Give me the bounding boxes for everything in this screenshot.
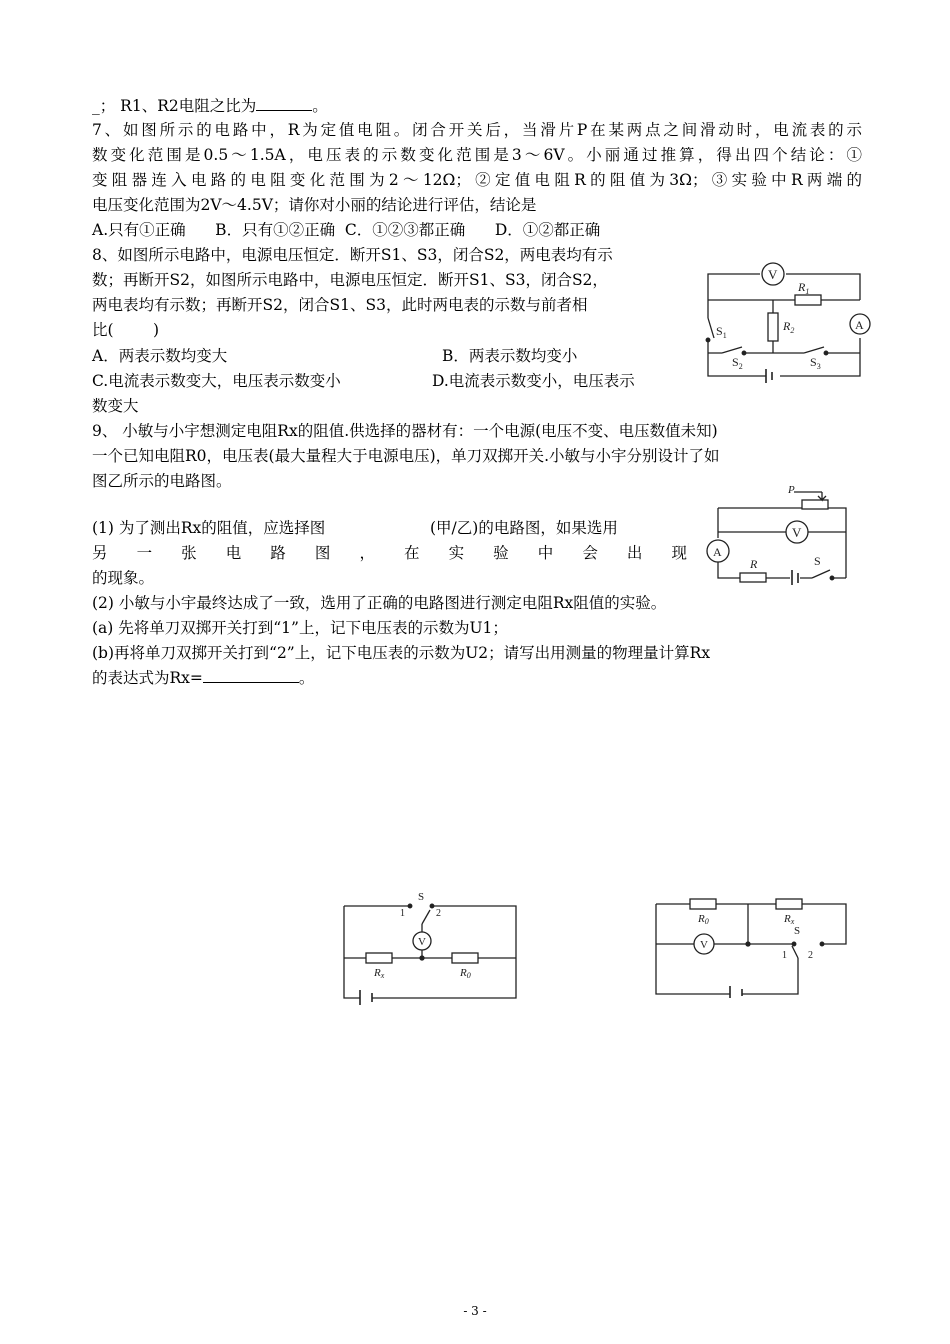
svg-text:2: 2 bbox=[436, 908, 441, 919]
resistor-r0-icon bbox=[690, 899, 716, 909]
q8-line-4: 比( ) bbox=[92, 321, 160, 339]
svg-text:A: A bbox=[713, 545, 722, 559]
svg-text:R: R bbox=[750, 557, 758, 571]
junction-dot bbox=[746, 942, 750, 946]
q7-line-3: 变阻器连入电路的电阻变化范围为2～12Ω；②定值电阻R的阻值为3Ω；③实验中R两端的 bbox=[92, 171, 862, 189]
q8-option-a: A．两表示数均变大 bbox=[92, 347, 228, 365]
q9-part1-a: (1) 为了测出Rx的阻值，应选择图 bbox=[92, 519, 326, 537]
resistor-r2-icon bbox=[768, 313, 778, 341]
switch-contact-2-icon bbox=[430, 904, 434, 908]
battery-icon bbox=[730, 986, 742, 998]
switch-s-icon bbox=[830, 576, 834, 580]
q9-line-2: 一个已知电阻R0，电压表(最大量程大于电源电压)，单刀双掷开关.小敏与小宇分别设计了如 bbox=[92, 447, 720, 465]
q9-expression: 的表达式为Rx= 。 bbox=[92, 666, 314, 690]
q8-line-2: 数；再断开S2，如图所示电路中，电源电压恒定．断开S1、S3，闭合S2， bbox=[92, 271, 608, 289]
wire bbox=[344, 906, 516, 998]
wire bbox=[708, 300, 860, 376]
svg-text:S1: $S_1$ bbox=[716, 324, 727, 340]
q9-part1-b: (甲/乙)的电路图，如果选用 bbox=[430, 519, 618, 537]
svg-text:Rx: Rx bbox=[784, 913, 795, 926]
svg-text:V: V bbox=[768, 267, 778, 282]
switch-s2-icon bbox=[742, 351, 746, 355]
resistor-r0-icon bbox=[452, 953, 478, 963]
q8-line-3: 两电表均有示数；再断开S2，闭合S1、S3，此时两电表的示数与前者相 bbox=[92, 296, 588, 314]
q7-options: A.只有①正确 B．只有①②正确 C．①②③都正确 D．①②都正确 bbox=[92, 221, 601, 239]
q9-part1-d: 的现象。 bbox=[92, 569, 155, 587]
battery-icon bbox=[766, 369, 772, 383]
junction-dot bbox=[420, 956, 424, 960]
resistor-r1-icon bbox=[795, 295, 821, 305]
svg-text:Rx: Rx bbox=[374, 967, 385, 980]
q9-line-1: 9、 小敏与小宇想测定电阻Rx的阻值.供选择的器材有：一个电源(电压不变、电压数值未知) bbox=[92, 422, 718, 440]
resistor-rx-icon bbox=[776, 899, 802, 909]
switch-s-icon bbox=[792, 946, 798, 958]
q9-part1-c: 另一张电路图，在实验中会出现 bbox=[92, 544, 687, 562]
rheostat-icon bbox=[802, 500, 828, 509]
svg-text:V: V bbox=[700, 939, 708, 951]
circuit-figure-q8 bbox=[700, 258, 880, 384]
svg-text:S: S bbox=[794, 925, 801, 937]
circuit-figure-yi bbox=[652, 888, 852, 998]
wire bbox=[656, 904, 801, 994]
svg-text:S2: $S_2$ bbox=[732, 355, 743, 371]
switch-s3-icon bbox=[824, 351, 828, 355]
page-number: - 3 - bbox=[463, 1304, 487, 1318]
q7-line-1: 7、如图所示的电路中，R为定值电阻。闭合开关后，当滑片P在某两点之间滑动时，电流表的示 bbox=[92, 121, 862, 139]
svg-text:R1: $R_1$ bbox=[798, 280, 810, 296]
svg-text:S: S bbox=[418, 891, 425, 903]
svg-text:1: 1 bbox=[400, 908, 405, 919]
circuit-figure-jia bbox=[336, 888, 522, 1006]
q8-option-d-cont: 数变大 bbox=[92, 397, 139, 415]
switch-contact-2-icon bbox=[820, 942, 824, 946]
q9-line-3: 图乙所示的电路图。 bbox=[92, 472, 232, 490]
battery-icon bbox=[360, 990, 372, 1005]
battery-icon bbox=[792, 570, 798, 585]
svg-text:1: 1 bbox=[782, 950, 787, 961]
svg-text:S: S bbox=[814, 554, 821, 568]
switch-s-icon bbox=[422, 910, 430, 924]
svg-text:R2: $R_2$ bbox=[783, 319, 795, 335]
q8-line-1: 8、如图所示电路中，电源电压恒定．断开S1、S3，闭合S2，两电表均有示 bbox=[92, 246, 613, 264]
svg-text:R0: R0 bbox=[698, 913, 709, 926]
svg-text:A: A bbox=[855, 318, 864, 332]
q9-step-a: (a) 先将单刀双掷开关打到“1”上，记下电压表的示数为U1； bbox=[92, 619, 508, 637]
answer-blank bbox=[256, 94, 312, 111]
wire bbox=[656, 904, 794, 944]
circuit-figure-q7 bbox=[704, 480, 862, 585]
resistor-r-icon bbox=[740, 573, 766, 582]
slider-p-icon bbox=[794, 492, 826, 500]
svg-text:R0: R0 bbox=[460, 967, 471, 980]
wire bbox=[708, 274, 860, 300]
q8-option-b: B．两表示数均变小 bbox=[442, 347, 578, 365]
svg-text:V: V bbox=[418, 936, 426, 948]
switch-contact-1-icon bbox=[792, 942, 796, 946]
wire bbox=[708, 347, 860, 353]
wire bbox=[718, 562, 846, 578]
resistor-rx-icon bbox=[366, 953, 392, 963]
svg-text:V: V bbox=[792, 525, 802, 540]
q9-step-b: (b)再将单刀双掷开关打到“2”上，记下电压表的示数为U2；请写出用测量的物理量计算Rx bbox=[92, 644, 711, 662]
text-line-1: _； R1、R2电阻之比为 。 bbox=[92, 94, 328, 118]
q8-option-d: D.电流表示数变小，电压表示 bbox=[432, 372, 635, 390]
q9-part2: (2) 小敏与小宇最终达成了一致，选用了正确的电路图进行测定电阻Rx阻值的实验。 bbox=[92, 594, 667, 612]
svg-text:S3: $S_3$ bbox=[810, 355, 821, 371]
svg-text:2: 2 bbox=[808, 950, 813, 961]
q7-line-2: 数变化范围是0.5～1.5A，电压表的示数变化范围是3～6V。小丽通过推算，得出四个结论：① bbox=[92, 146, 862, 164]
q8-option-c: C.电流表示数变大，电压表示数变小 bbox=[92, 372, 341, 390]
svg-text:P: P bbox=[788, 484, 795, 496]
switch-contact-1-icon bbox=[408, 904, 412, 908]
answer-blank bbox=[203, 666, 299, 683]
wire bbox=[656, 904, 846, 944]
wire bbox=[718, 508, 846, 578]
q7-line-4: 电压变化范围为2V～4.5V；请你对小丽的结论进行评估，结论是 bbox=[92, 196, 537, 214]
switch-s1-icon bbox=[706, 338, 710, 342]
